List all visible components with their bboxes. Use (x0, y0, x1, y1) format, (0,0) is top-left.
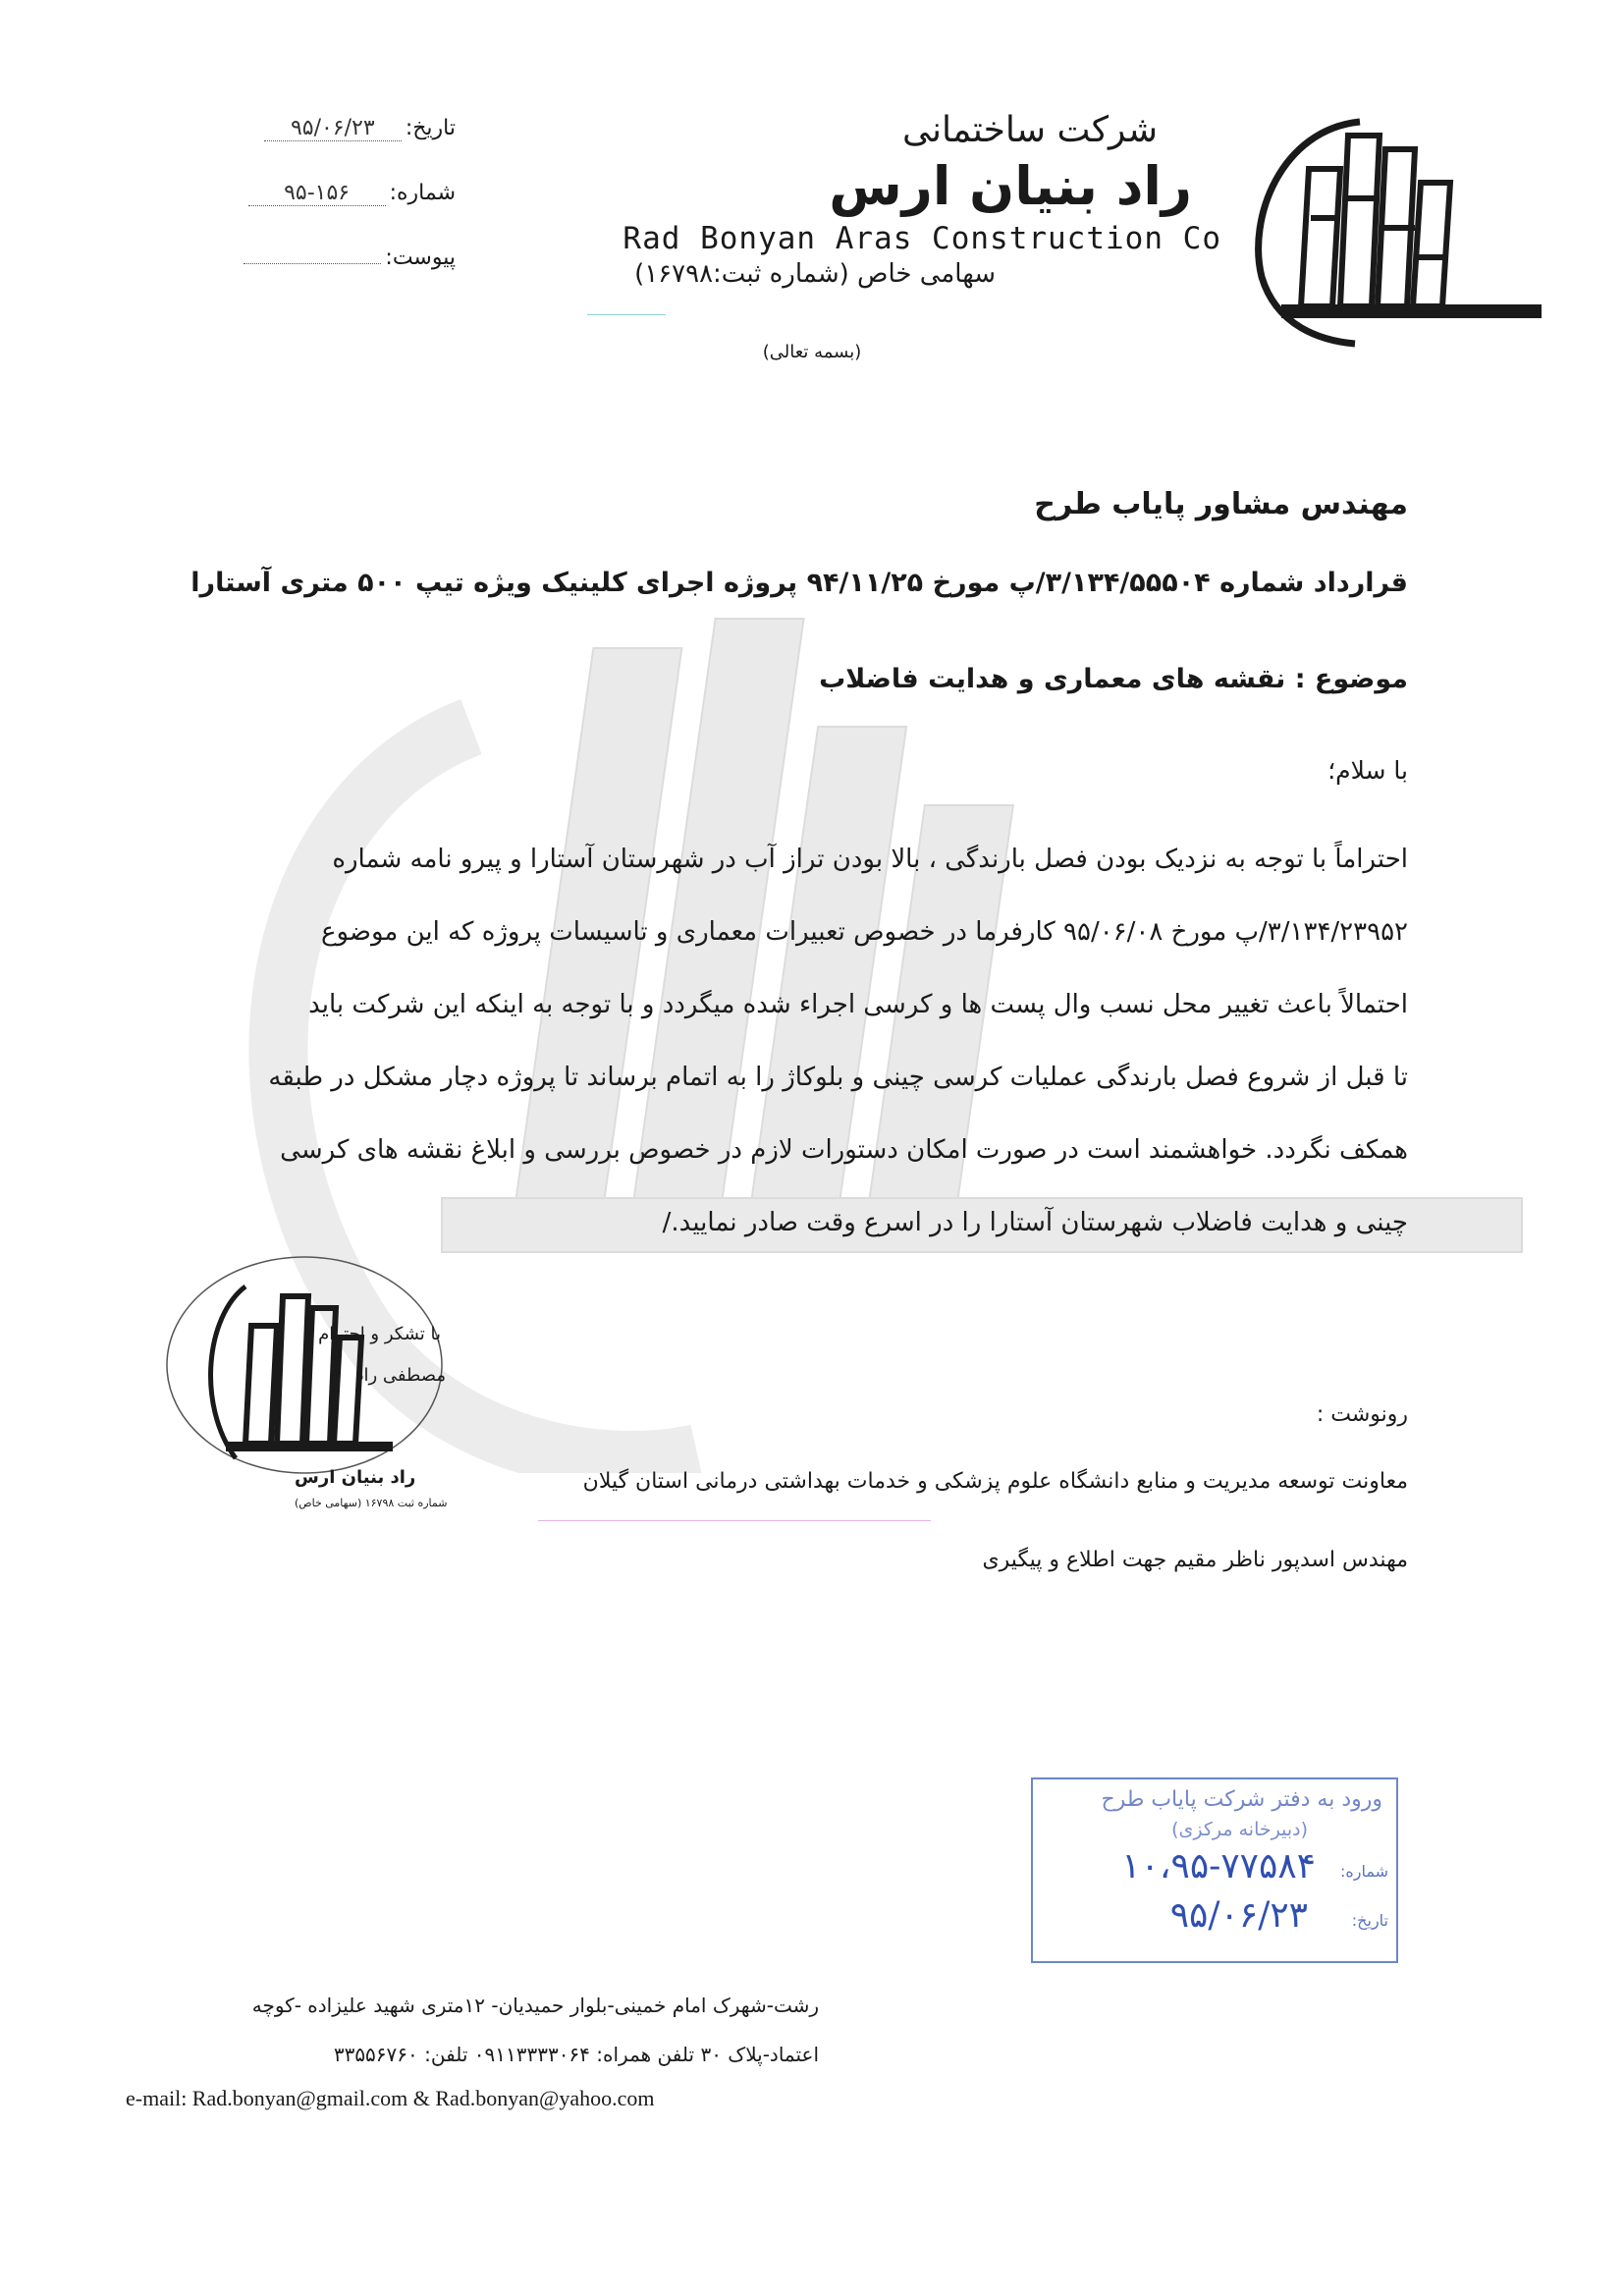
stamp-date: ۹۵/۰۶/۲۳ (1169, 1895, 1308, 1936)
received-stamp (1031, 1777, 1398, 1963)
number-label: شماره: (389, 181, 456, 205)
greeting: با سلام؛ (1327, 756, 1408, 785)
footer-email: e-mail: Rad.bonyan@gmail.com & Rad.bonyan@yahoo.com (126, 2086, 655, 2110)
date-row (264, 116, 456, 141)
attachment-row (244, 246, 456, 270)
body-line: ۳/۱۳۴/۲۳۹۵۲/پ مورخ ۹۵/۰۶/۰۸ کارفرما در خصوص تعبیرات معماری و تاسیسات پروژه که این موضوع (320, 917, 1408, 947)
signoff: با تشکر و احترام (318, 1324, 441, 1344)
body-line: تا قبل از شروع فصل بارندگی عملیات کرسی چینی و بلوکاژ را به اتمام برساند تا پروژه دچار مشکل در طبقه (268, 1063, 1408, 1092)
date-value: ۹۵/۰۶/۲۳ (264, 116, 402, 141)
footer-address-1: رشت-شهرک امام خمینی-بلوار حمیدیان- ۱۲متری شهید علیزاده -کوچه (251, 1994, 819, 2017)
stamp-number: ۱۰،۹۵-۷۷۵۸۴ (1121, 1846, 1316, 1886)
subject: موضوع : نقشه های معماری و هدایت فاضلاب (819, 664, 1408, 694)
bismillah: (بسمه تعالی) (762, 342, 862, 362)
cc-divider (538, 1520, 931, 1521)
seal-text: شماره ثبت ۱۶۷۹۸ (سهامی خاص) (295, 1497, 448, 1509)
contract-reference: قرارداد شماره ۳/۱۳۴/۵۵۵۰۴/پ مورخ ۹۴/۱۱/۲۵ پروژه اجرای کلینیک ویژه تیپ ۵۰۰ متری آستارا (190, 568, 1408, 598)
letter-body (220, 823, 1408, 1259)
stamp-title: ورود به دفتر شرکت پایاب طرح (1101, 1787, 1382, 1812)
company-registration: سهامی خاص (شماره ثبت:۱۶۷۹۸) (634, 259, 996, 289)
company-name: راد بنیان ارس (829, 155, 1192, 217)
attachment-value (244, 263, 381, 264)
body-line: چینی و هدایت فاضلاب شهرستان آستارا را در اسرع وقت صادر نمایید./ (662, 1208, 1408, 1237)
cc-item: معاونت توسعه مدیریت و منابع دانشگاه علوم پزشکی و خدمات بهداشتی درمانی استان گیلان (582, 1469, 1408, 1494)
body-line: احتراماً با توجه به نزدیک بودن فصل بارندگی ، بالا بودن تراز آب در شهرستان آستارا و پیرو نامه شماره (332, 845, 1408, 874)
header-divider (587, 314, 666, 315)
body-line: همکف نگردد. خواهشمند است در صورت امکان دستورات لازم در خصوص بررسی و ابلاغ نقشه های کرسی (280, 1135, 1408, 1165)
stamp-date-label: تاریخ: (1351, 1911, 1388, 1930)
number-value: ۹۵-۱۵۶ (248, 181, 386, 206)
stamp-subtitle: (دبیرخانه مرکزی) (1171, 1819, 1308, 1840)
cc-item: مهندس اسدپور ناظر مقیم جهت اطلاع و پیگیری (982, 1548, 1408, 1572)
stamp-number-label: شماره: (1339, 1862, 1388, 1881)
body-line: احتمالاً باعث تغییر محل نسب وال پست ها و کرسی اجراء شده میگردد و با توجه به اینکه این شرکت باید (308, 990, 1408, 1019)
company-name-en: Rad Bonyan Aras Construction Co (623, 221, 1221, 256)
company-type: شرکت ساختمانی (901, 110, 1158, 150)
company-logo (1242, 110, 1546, 351)
signer-name: مصطفی راد (355, 1365, 446, 1386)
recipient: مهندس مشاور پایاب طرح (1034, 487, 1408, 521)
number-row (248, 181, 456, 206)
cc-label: رونوشت : (1316, 1402, 1408, 1427)
attachment-label: پیوست: (385, 246, 456, 270)
date-label: تاریخ: (405, 116, 456, 140)
footer-address-2: اعتماد-پلاک ۳۰ تلفن همراه: ۰۹۱۱۳۳۳۳۰۶۴ تلفن: ۳۳۵۵۶۷۶۰ (333, 2043, 819, 2066)
seal-name: راد بنیان ارس (295, 1467, 416, 1488)
